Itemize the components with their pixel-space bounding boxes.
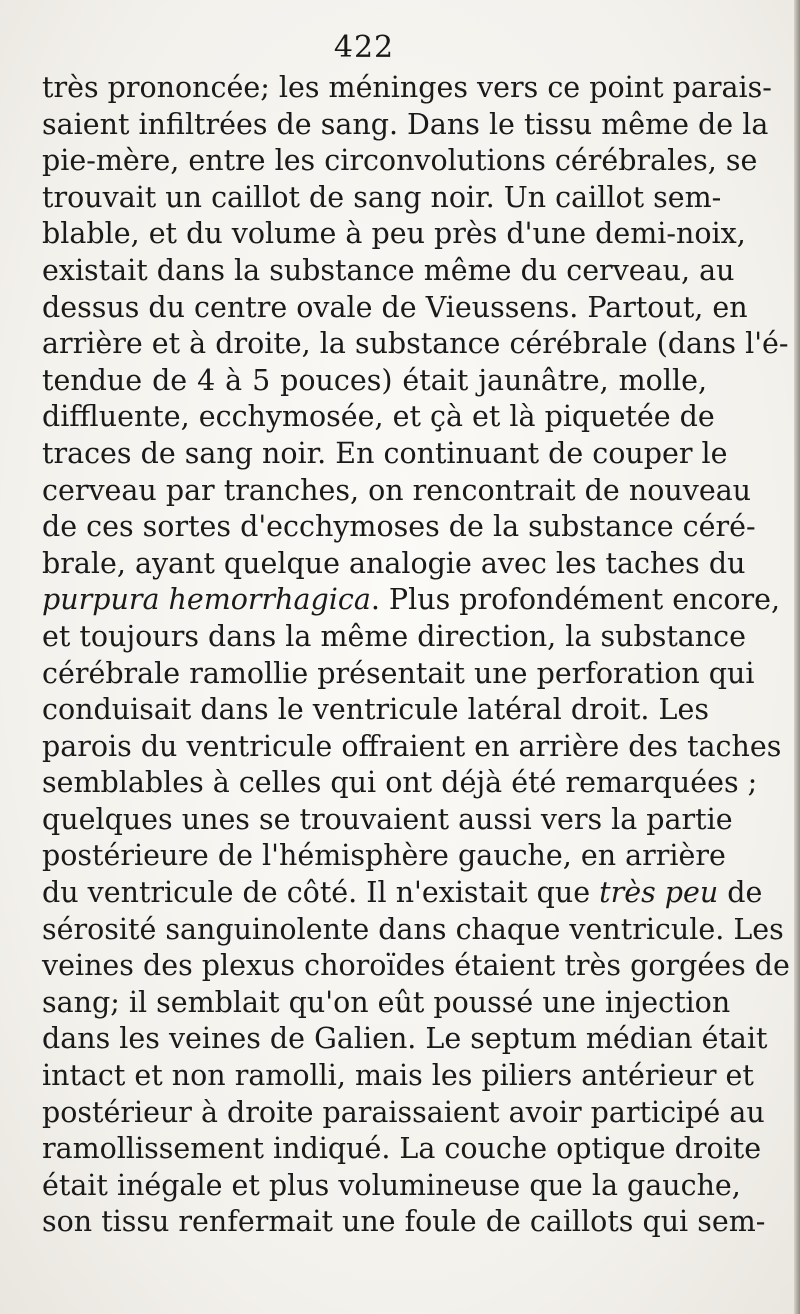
text-line: postérieure de l'hémisphère gauche, en arrière <box>42 839 726 873</box>
page-number: 422 <box>333 30 395 65</box>
text-line: intact et non ramolli, mais les piliers antérieur et <box>42 1059 754 1093</box>
text-line: son tissu renfermait une foule de caillots qui sem- <box>42 1205 766 1239</box>
text-line: brale, ayant quelque analogie avec les taches du <box>42 546 746 580</box>
text-line <box>42 875 763 912</box>
text-line: traces de sang noir. En continuant de couper le <box>42 436 728 470</box>
text-line: trouvait un caillot de sang noir. Un caillot sem- <box>42 180 722 214</box>
line-before: du ventricule de côté. Il n'existait que <box>42 876 600 910</box>
text-line: blable, et du volume à peu près d'une demi-noix, <box>42 217 746 251</box>
text-line: pie-mère, entre les circonvolutions cérébrales, se <box>42 144 758 178</box>
body-text <box>42 70 790 1241</box>
text-line: postérieur à droite paraissaient avoir participé au <box>42 1095 765 1129</box>
text-line: dessus du centre ovale de Vieussens. Partout, en <box>42 290 748 324</box>
text-line: quelques unes se trouvaient aussi vers la partie <box>42 802 733 836</box>
line-after: de <box>718 876 763 910</box>
text-line <box>42 582 781 619</box>
text-line: de ces sortes d'ecchymoses de la substance céré- <box>42 510 756 544</box>
text-line: cérébrale ramollie présentait une perforation qui <box>42 656 755 690</box>
text-line: très prononcée; les méninges vers ce point parais- <box>42 71 772 104</box>
text-line: semblables à celles qui ont déjà été remarquées ; <box>42 766 758 800</box>
text-line: dans les veines de Galien. Le septum médian était <box>42 1022 768 1056</box>
text-line: tendue de 4 à 5 pouces) était jaunâtre, molle, <box>42 363 707 397</box>
text-line: veines des plexus choroïdes étaient très gorgées de <box>42 949 790 983</box>
italic-term: purpura hemorrhagica <box>42 583 371 617</box>
line-rest: . Plus profondément encore, <box>370 583 781 617</box>
text-line: était inégale et plus volumineuse que la gauche, <box>42 1168 741 1202</box>
text-line: sang; il semblait qu'on eût poussé une injection <box>42 985 731 1019</box>
text-line: arrière et à droite, la substance cérébrale (dans l'é- <box>42 327 789 361</box>
text-line: cerveau par tranches, on rencontrait de nouveau <box>42 473 752 507</box>
text-line: et toujours dans la même direction, la substance <box>42 619 746 653</box>
italic-term: très peu <box>599 876 719 910</box>
text-line: saient infiltrées de sang. Dans le tissu même de la <box>42 107 769 141</box>
text-line: existait dans la substance même du cerveau, au <box>42 253 735 287</box>
text-line: sérosité sanguinolente dans chaque ventricule. Les <box>42 912 784 946</box>
text-line: conduisait dans le ventricule latéral droit. Les <box>42 693 709 727</box>
text-line: ramollissement indiqué. La couche optique droite <box>42 1132 762 1166</box>
text-line: parois du ventricule offraient en arrière des taches <box>42 729 782 763</box>
page-edge-shadow <box>794 0 800 1314</box>
text-line: diffluente, ecchymosée, et çà et là piquetée de <box>42 400 715 434</box>
